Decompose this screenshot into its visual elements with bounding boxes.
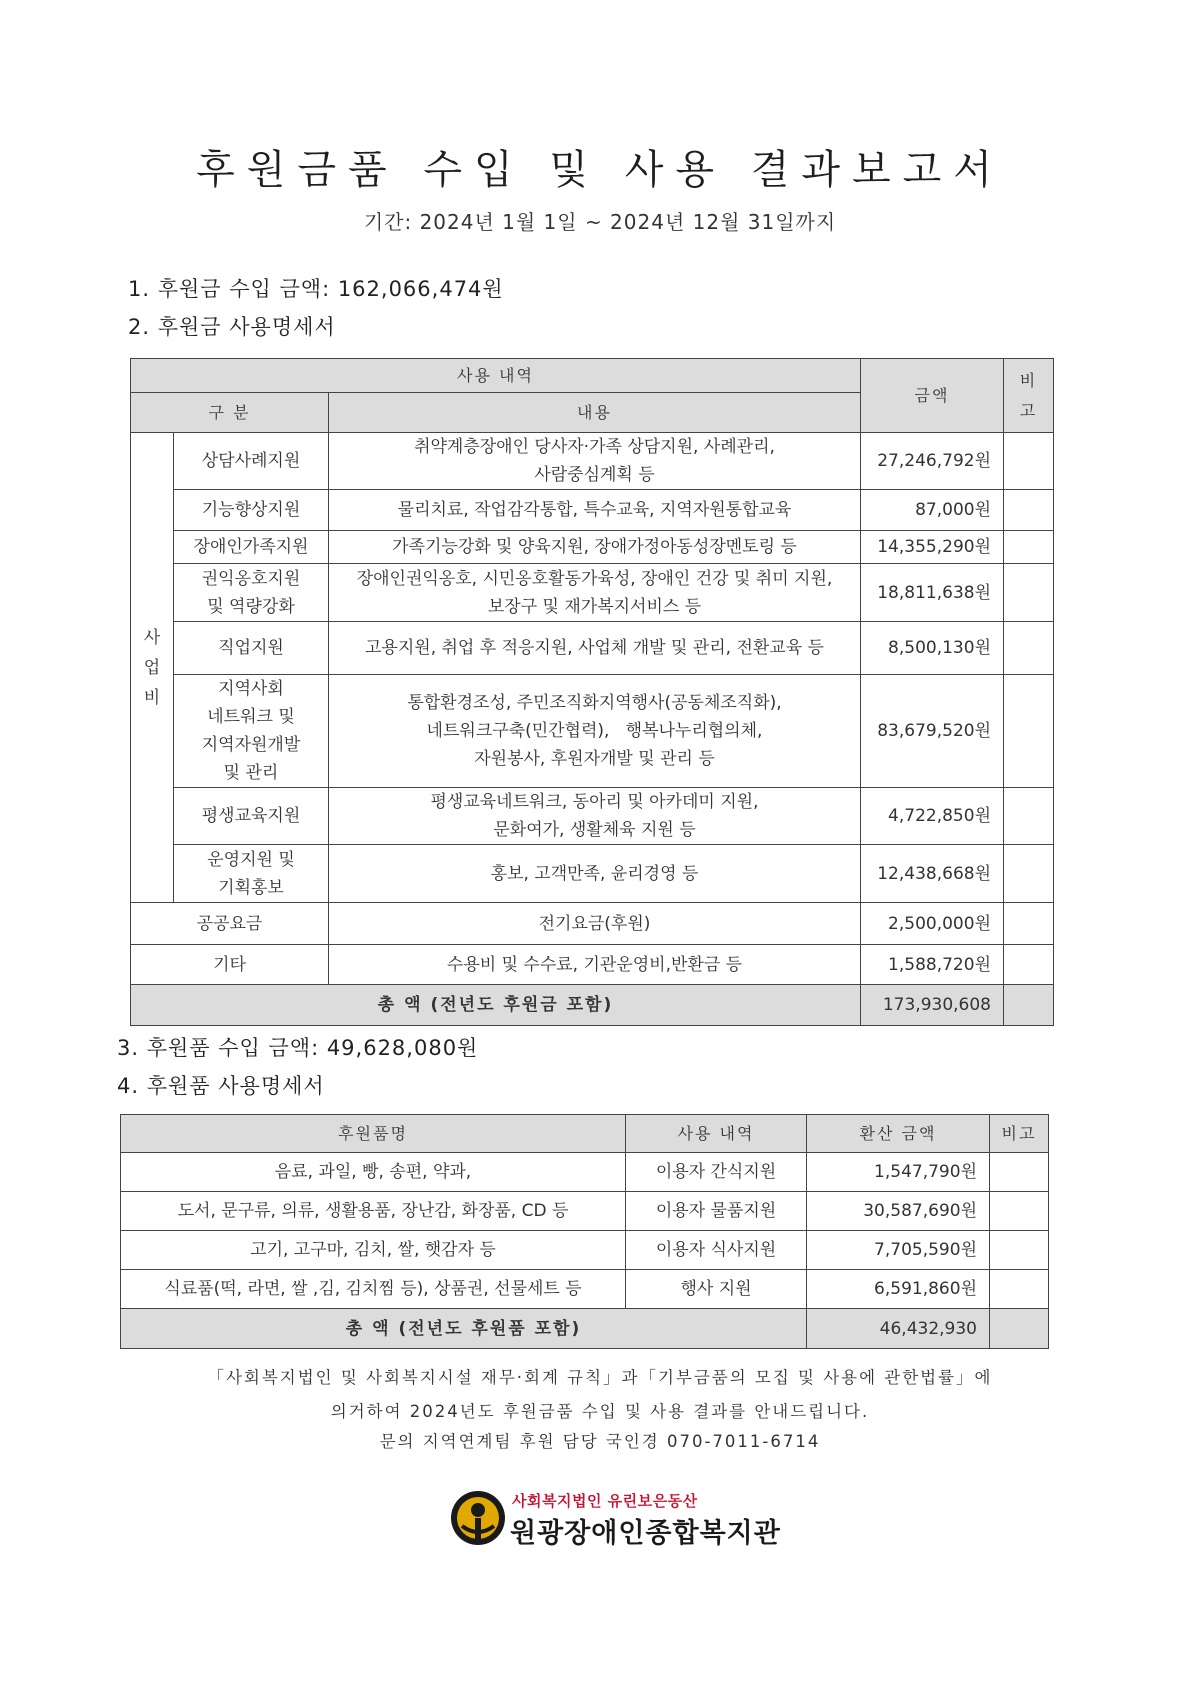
amount-cell: 6,591,860원 (807, 1270, 990, 1309)
note-cell (1004, 675, 1054, 788)
header-note: 비고 (990, 1115, 1049, 1153)
content-cell: 통합환경조성, 주민조직화지역행사(공동체조직화), 네트워크구축(민간협력), 행복나누리협의체, 자원봉사, 후원자개발 및 관리 등 (329, 675, 861, 788)
note-cell (1004, 845, 1054, 903)
goods-usage-table (120, 1114, 1049, 1349)
category-cell: 직업지원 (174, 622, 329, 675)
note-cell (1004, 490, 1054, 531)
content-cell: 수용비 및 수수료, 기관운영비,반환금 등 (329, 945, 861, 985)
amount-cell: 83,679,520원 (861, 675, 1004, 788)
note-cell (1004, 903, 1054, 945)
category-cell: 권익옹호지원 및 역량강화 (174, 564, 329, 622)
notice-line-3: 문의 지역연계팀 후원 담당 국인경 070-7011-6714 (379, 1432, 821, 1451)
logo-name: 원광장애인종합복지관 (510, 1518, 781, 1549)
section-2-heading: 2. 후원금 사용명세서 (128, 315, 336, 339)
total-label: 총 액 (전년도 후원품 포함) (121, 1309, 807, 1349)
section-3-heading: 3. 후원품 수입 금액: 49,628,080원 (117, 1036, 479, 1060)
amount-cell: 2,500,000원 (861, 903, 1004, 945)
table-row (121, 1231, 1049, 1270)
note-cell (1004, 433, 1054, 490)
table-row (131, 490, 1054, 531)
header-content: 내용 (329, 393, 861, 433)
total-amount: 46,432,930 (807, 1309, 990, 1349)
item-cell: 음료, 과일, 빵, 송편, 약과, (121, 1153, 626, 1192)
amount-cell: 7,705,590원 (807, 1231, 990, 1270)
note-cell (990, 1231, 1049, 1270)
header-amount: 환산 금액 (807, 1115, 990, 1153)
header-item: 후원품명 (121, 1115, 626, 1153)
content-cell: 장애인권익옹호, 시민옹호활동가육성, 장애인 건강 및 취미 지원, 보장구 및 재가복지서비스 등 (329, 564, 861, 622)
category-cell: 평생교육지원 (174, 788, 329, 845)
report-period: 기간: 2024년 1월 1일 ~ 2024년 12월 31일까지 (363, 210, 837, 234)
table-row (131, 945, 1054, 985)
category-cell: 기타 (131, 945, 329, 985)
donation-usage-table (130, 358, 1054, 1026)
total-row (121, 1309, 1049, 1349)
note-cell (990, 1153, 1049, 1192)
table-row (121, 1270, 1049, 1309)
table-row (131, 433, 1054, 490)
table-row (131, 845, 1054, 903)
table-row (121, 1153, 1049, 1192)
table-row (131, 903, 1054, 945)
amount-cell: 30,587,690원 (807, 1192, 990, 1231)
total-row (131, 985, 1054, 1026)
organization-logo-icon (448, 1486, 508, 1550)
amount-cell: 1,588,720원 (861, 945, 1004, 985)
section-4-heading: 4. 후원품 사용명세서 (117, 1074, 325, 1098)
table-row (131, 531, 1054, 564)
category-cell: 운영지원 및 기획홍보 (174, 845, 329, 903)
amount-cell: 12,438,668원 (861, 845, 1004, 903)
table-row (131, 788, 1054, 845)
notice-line-1: 「사회복지법인 및 사회복지시설 재무·회계 규칙」과「기부금품의 모집 및 사용에 관한법률」에 (207, 1368, 993, 1387)
item-cell: 도서, 문구류, 의류, 생활용품, 장난감, 화장품, CD 등 (121, 1192, 626, 1231)
usage-cell: 이용자 식사지원 (626, 1231, 807, 1270)
category-cell: 기능향상지원 (174, 490, 329, 531)
note-cell (1004, 985, 1054, 1026)
item-cell: 식료품(떡, 라면, 쌀 ,김, 김치찜 등), 상품권, 선물세트 등 (121, 1270, 626, 1309)
header-category: 구 분 (131, 393, 329, 433)
category-cell: 지역사회 네트워크 및 지역자원개발 및 관리 (174, 675, 329, 788)
header-amount: 금액 (861, 359, 1004, 433)
amount-cell: 8,500,130원 (861, 622, 1004, 675)
usage-cell: 이용자 간식지원 (626, 1153, 807, 1192)
note-cell (990, 1270, 1049, 1309)
content-cell: 홍보, 고객만족, 윤리경영 등 (329, 845, 861, 903)
content-cell: 물리치료, 작업감각통합, 특수교육, 지역자원통합교육 (329, 490, 861, 531)
content-cell: 가족기능강화 및 양육지원, 장애가정아동성장멘토링 등 (329, 531, 861, 564)
header-note: 비 고 (1004, 359, 1054, 433)
content-cell: 고용지원, 취업 후 적응지원, 사업체 개발 및 관리, 전환교육 등 (329, 622, 861, 675)
amount-cell: 1,547,790원 (807, 1153, 990, 1192)
amount-cell: 27,246,792원 (861, 433, 1004, 490)
note-cell (1004, 531, 1054, 564)
note-cell (1004, 945, 1054, 985)
category-cell: 공공요금 (131, 903, 329, 945)
logo-subtitle: 사회복지법인 유린보은동산 (512, 1492, 698, 1510)
group-label-business: 사 업 비 (131, 433, 174, 903)
amount-cell: 18,811,638원 (861, 564, 1004, 622)
amount-cell: 87,000원 (861, 490, 1004, 531)
header-usage: 사용 내역 (131, 359, 861, 393)
note-cell (1004, 788, 1054, 845)
usage-cell: 행사 지원 (626, 1270, 807, 1309)
note-cell (1004, 622, 1054, 675)
note-cell (990, 1309, 1049, 1349)
content-cell: 평생교육네트워크, 동아리 및 아카데미 지원, 문화여가, 생활체육 지원 등 (329, 788, 861, 845)
amount-cell: 14,355,290원 (861, 531, 1004, 564)
table-row (131, 622, 1054, 675)
table-row (131, 675, 1054, 788)
usage-cell: 이용자 물품지원 (626, 1192, 807, 1231)
document-title: 후원금품 수입 및 사용 결과보고서 (196, 147, 1004, 193)
note-cell (990, 1192, 1049, 1231)
header-usage: 사용 내역 (626, 1115, 807, 1153)
note-cell (1004, 564, 1054, 622)
content-cell: 전기요금(후원) (329, 903, 861, 945)
notice-line-2: 의거하여 2024년도 후원금품 수입 및 사용 결과를 안내드립니다. (330, 1402, 870, 1421)
category-cell: 상담사례지원 (174, 433, 329, 490)
total-label: 총 액 (전년도 후원금 포함) (131, 985, 861, 1026)
content-cell: 취약계층장애인 당사자·가족 상담지원, 사례관리, 사람중심계획 등 (329, 433, 861, 490)
table-row (121, 1192, 1049, 1231)
total-amount: 173,930,608 (861, 985, 1004, 1026)
table-row (131, 564, 1054, 622)
section-1-heading: 1. 후원금 수입 금액: 162,066,474원 (128, 277, 504, 301)
category-cell: 장애인가족지원 (174, 531, 329, 564)
amount-cell: 4,722,850원 (861, 788, 1004, 845)
item-cell: 고기, 고구마, 김치, 쌀, 햇감자 등 (121, 1231, 626, 1270)
